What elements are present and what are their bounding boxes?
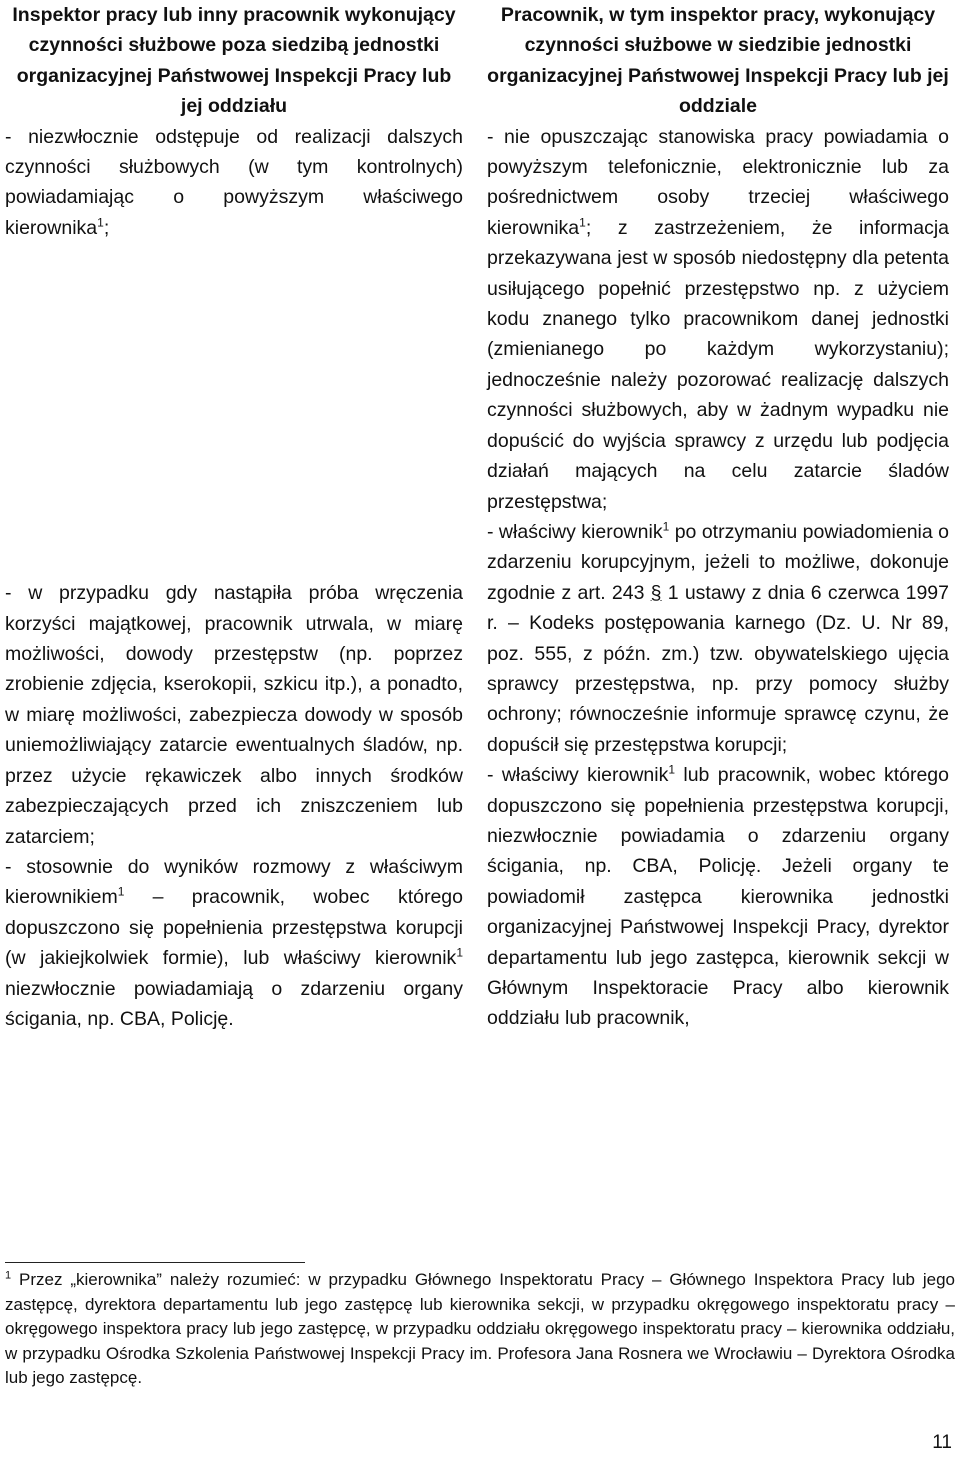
left-paragraph-1-end: ; xyxy=(103,216,110,239)
footnote-separator xyxy=(5,1262,305,1263)
left-paragraph-1 xyxy=(5,122,463,244)
footnote-ref: 1 xyxy=(97,215,104,230)
right-paragraph-1-text-b: ; z zastrzeżeniem, że informacja przekazywana jest w sposób niedostępny dla petenta usiłującego popełnić przestępstwo np. z użyciem kodu znanego tylko pracownikom danej jednostki (zmienianego po każdym wykorzystaniu); jednocześnie należy pozorować realizację dalszych czynności służbowych, aby w żadnym wypadku nie dopuścić do wyjścia sprawcy z urzędu lub podjęcia działań mających na celu zatarcie śladów przestępstwa; xyxy=(487,216,949,513)
footnote-text: Przez „kierownika” należy rozumieć: w przypadku Głównego Inspektoratu Pracy – Głównego Inspektora Pracy lub jego zastępcę, dyrektora departamentu lub jego zastępcę lub kierownika sekcji, w przypadku okręgowego inspektoratu pracy – okręgowego inspektora pracy lub jego zastępcę, w przypadku oddziału okręgowego inspektoratu pracy – kierownika oddziału, w przypadku Ośrodka Szkolenia Państwowej Inspekcji Pracy im. Profesora Jana Rosnera we Wrocławiu – Dyrektora Ośrodka lub jego zastępcę. xyxy=(5,1270,955,1387)
footnote-ref: 1 xyxy=(579,215,586,230)
page-number: 11 xyxy=(932,1432,952,1453)
left-paragraph-2: - w przypadku gdy nastąpiła próba wręczenia korzyści majątkowej, pracownik utrwala, w miarę możliwości, dowody przestępstw (np. poprzez zrobienie zdjęcia, kserokopii, szkicu itp.), a ponadto, w miarę możliwości, zabezpiecza dowody w sposób uniemożliwiający zatarcie ewentualnych śladów, np. przez użycie rękawiczek albo innych środków zabezpieczających przed ich zniszczeniem lub zatarciem; xyxy=(5,582,463,848)
right-paragraph-3 xyxy=(487,760,949,1034)
left-column xyxy=(5,0,463,1034)
footnote-ref: 1 xyxy=(662,519,670,534)
left-paragraph-1-text: - niezwłocznie odstępuje od realizacji dalszych czynności służbowych (w tym kontrolnych) powiadamiając o powyższym właściwego kierownika xyxy=(5,125,463,239)
right-paragraph-1-text-a: - nie opuszczając stanowiska pracy powiadamia o powyższym telefonicznie, elektronicznie lub za pośrednictwem osoby trzeciej właściwego kierownika xyxy=(487,125,949,239)
left-column-heading: Inspektor pracy lub inny pracownik wykonujący czynności służbowe poza siedzibą jednostki organizacyjnej Państwowej Inspekcji Pracy lub jej oddziału xyxy=(12,4,456,118)
right-column xyxy=(487,0,949,1034)
left-paragraph-3 xyxy=(5,852,463,1034)
right-paragraph-2-text-c: 1 ustawy z dnia 6 czerwca 1997 r. – Kodeks postępowania karnego (Dz. U. Nr 89, poz. 555, z późn. zm.) tzw. obywatelskiego ujęcia sprawcy przestępstwa, np. przy pomocy służby ochrony; równocześnie informuje sprawcę czynu, że dopuścił się przestępstwa korupcji; xyxy=(487,581,949,756)
footnote-ref: 1 xyxy=(668,762,676,777)
blank-space xyxy=(5,243,463,578)
left-paragraph-3-text-c: niezwłocznie powiadamiają o zdarzeniu organy ścigania, np. CBA, Policję. xyxy=(5,977,463,1030)
left-paragraph-3-text-b: – pracownik, wobec którego dopuszczono się popełnienia przestępstwa korupcji (w jakiejkolwiek formie), lub właściwy kierownik xyxy=(5,886,463,970)
right-paragraph-2 xyxy=(487,517,949,760)
footnote-marker: 1 xyxy=(5,1269,12,1282)
right-paragraph-2-text-a: - właściwy kierownik xyxy=(487,520,663,543)
section-sign: § xyxy=(650,581,662,604)
footnote-ref: 1 xyxy=(117,884,125,899)
right-paragraph-2-text-b: po otrzymaniu powiadomienia o zdarzeniu korupcyjnym, jeżeli to możliwe, dokonuje zgodnie z art. 243 xyxy=(487,520,950,604)
right-paragraph-3-text-a: - właściwy kierownik xyxy=(487,764,669,787)
footnote-ref: 1 xyxy=(456,945,463,960)
right-column-heading: Pracownik, w tym inspektor pracy, wykonujący czynności służbowe w siedzibie jednostki organizacyjnej Państwowej Inspekcji Pracy lub jej oddziale xyxy=(487,4,949,118)
right-paragraph-1 xyxy=(487,122,949,517)
left-paragraph-3-text-a: - stosownie do wyników rozmowy z właściwym kierownikiem xyxy=(5,855,463,909)
right-paragraph-3-text-b: lub pracownik, wobec którego dopuszczono się popełnienia przestępstwa korupcji, niezwłocznie powiadamia o zdarzeniu organy ścigania, np. CBA, Policję. Jeżeli organy te powiadomił zastępca kierownika jednostki organizacyjnej Państwowej Inspekcji Pracy, dyrektor departamentu lub jego zastępca, kierownik sekcji w Głównym Inspektoracie Pracy albo kierownik oddziału lub pracownik, xyxy=(487,764,950,1030)
footnote xyxy=(5,1268,955,1391)
